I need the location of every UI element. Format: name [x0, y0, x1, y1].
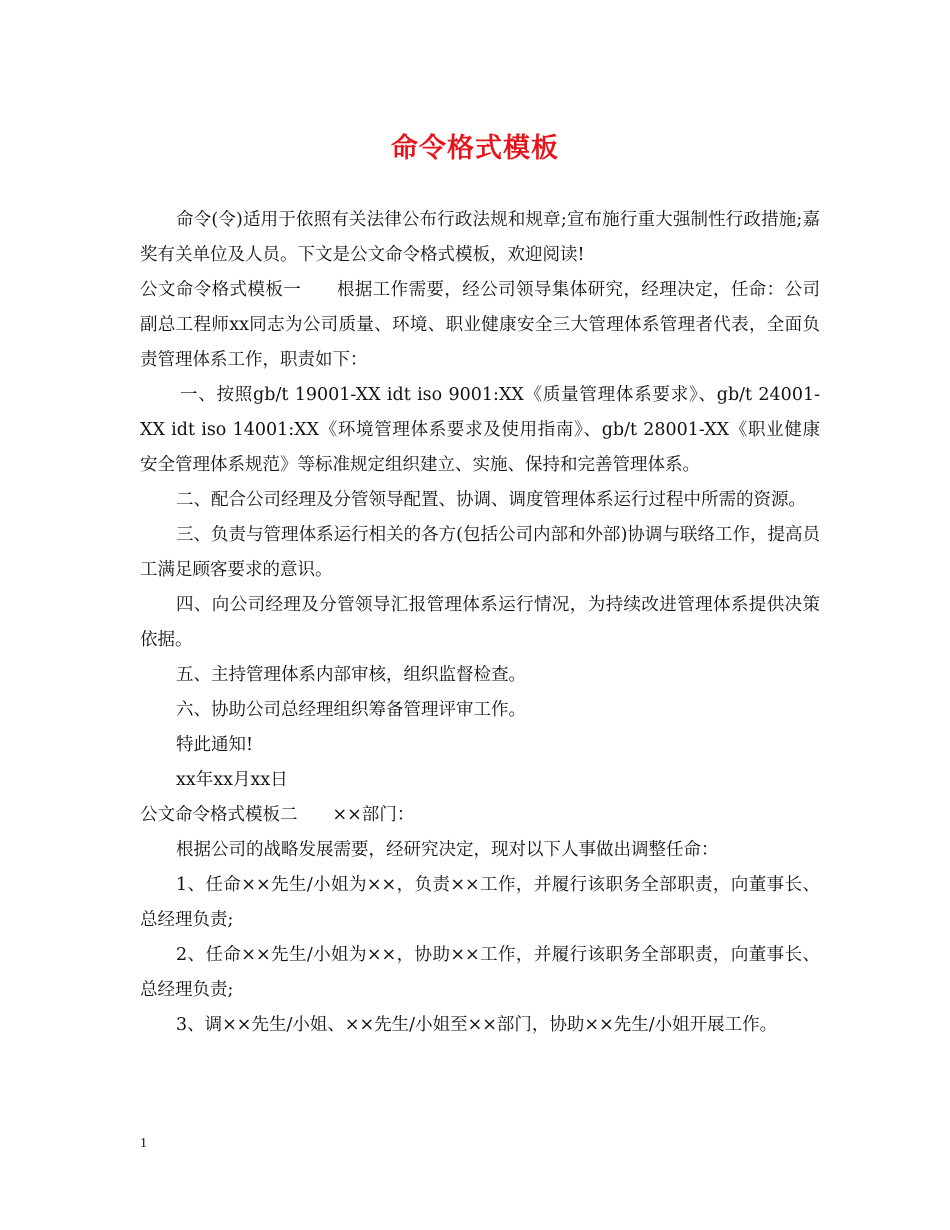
document-date: xx年xx月xx日 — [176, 770, 288, 790]
intro-paragraph: 命令(令)适用于依照有关法律公布行政法规和规章;宣布施行重大强制性行政措施;嘉奖有关单位及人员。下文是公文命令格式模板，欢迎阅读! — [140, 210, 820, 265]
duty-item-2: 二、配合公司经理及分管领导配置、协调、调度管理体系运行过程中所需的资源。 — [176, 490, 806, 510]
appointment-item-2: 2、任命××先生/小姐为××，协助××工作，并履行该职务全部职责，向董事长、总经理负责; — [140, 945, 820, 1000]
page-number: 1 — [140, 1136, 147, 1151]
template-two-heading-paragraph: 公文命令格式模板二 ××部门： — [140, 805, 415, 825]
appointment-item-1: 1、任命××先生/小姐为××，负责××工作，并履行该职务全部职责，向董事长、总经理负责; — [140, 875, 820, 930]
document-title: 命令格式模板 — [391, 133, 559, 164]
appointment-intro: 根据公司的战略发展需要，经研究决定，现对以下人事做出调整任命： — [176, 840, 719, 860]
duty-item-3: 三、负责与管理体系运行相关的各方(包括公司内部和外部)协调与联络工作，提高员工满足顾客要求的意识。 — [140, 525, 820, 580]
document-body — [140, 203, 820, 1043]
appointment-item-3: 3、调××先生/小姐、××先生/小姐至××部门，协助××先生/小姐开展工作。 — [176, 1015, 778, 1035]
duty-item-4: 四、向公司经理及分管领导汇报管理体系运行情况，为持续改进管理体系提供决策依据。 — [140, 595, 820, 650]
duty-item-6: 六、协助公司总经理组织筹备管理评审工作。 — [176, 700, 526, 720]
template-one-heading-paragraph: 公文命令格式模板一 根据工作需要，经公司领导集体研究，经理决定，任命：公司副总工程师xx同志为公司质量、环境、职业健康安全三大管理体系管理者代表，全面负责管理体系工作，职责如下： — [140, 280, 820, 370]
duty-item-5: 五、主持管理体系内部审核，组织监督检查。 — [176, 665, 526, 685]
notice-closing: 特此通知! — [176, 735, 254, 755]
duty-item-1: 一、按照gb/t 19001-XX idt iso 9001:XX《质量管理体系要求》、gb/t 24001-XX idt iso 14001:XX《环境管理体系要求及使用指南》、gb/t 28001-XX《职业健康安全管理体系规范》等标准规定组织建立、实施、保持和完善管理体系。 — [140, 385, 820, 475]
